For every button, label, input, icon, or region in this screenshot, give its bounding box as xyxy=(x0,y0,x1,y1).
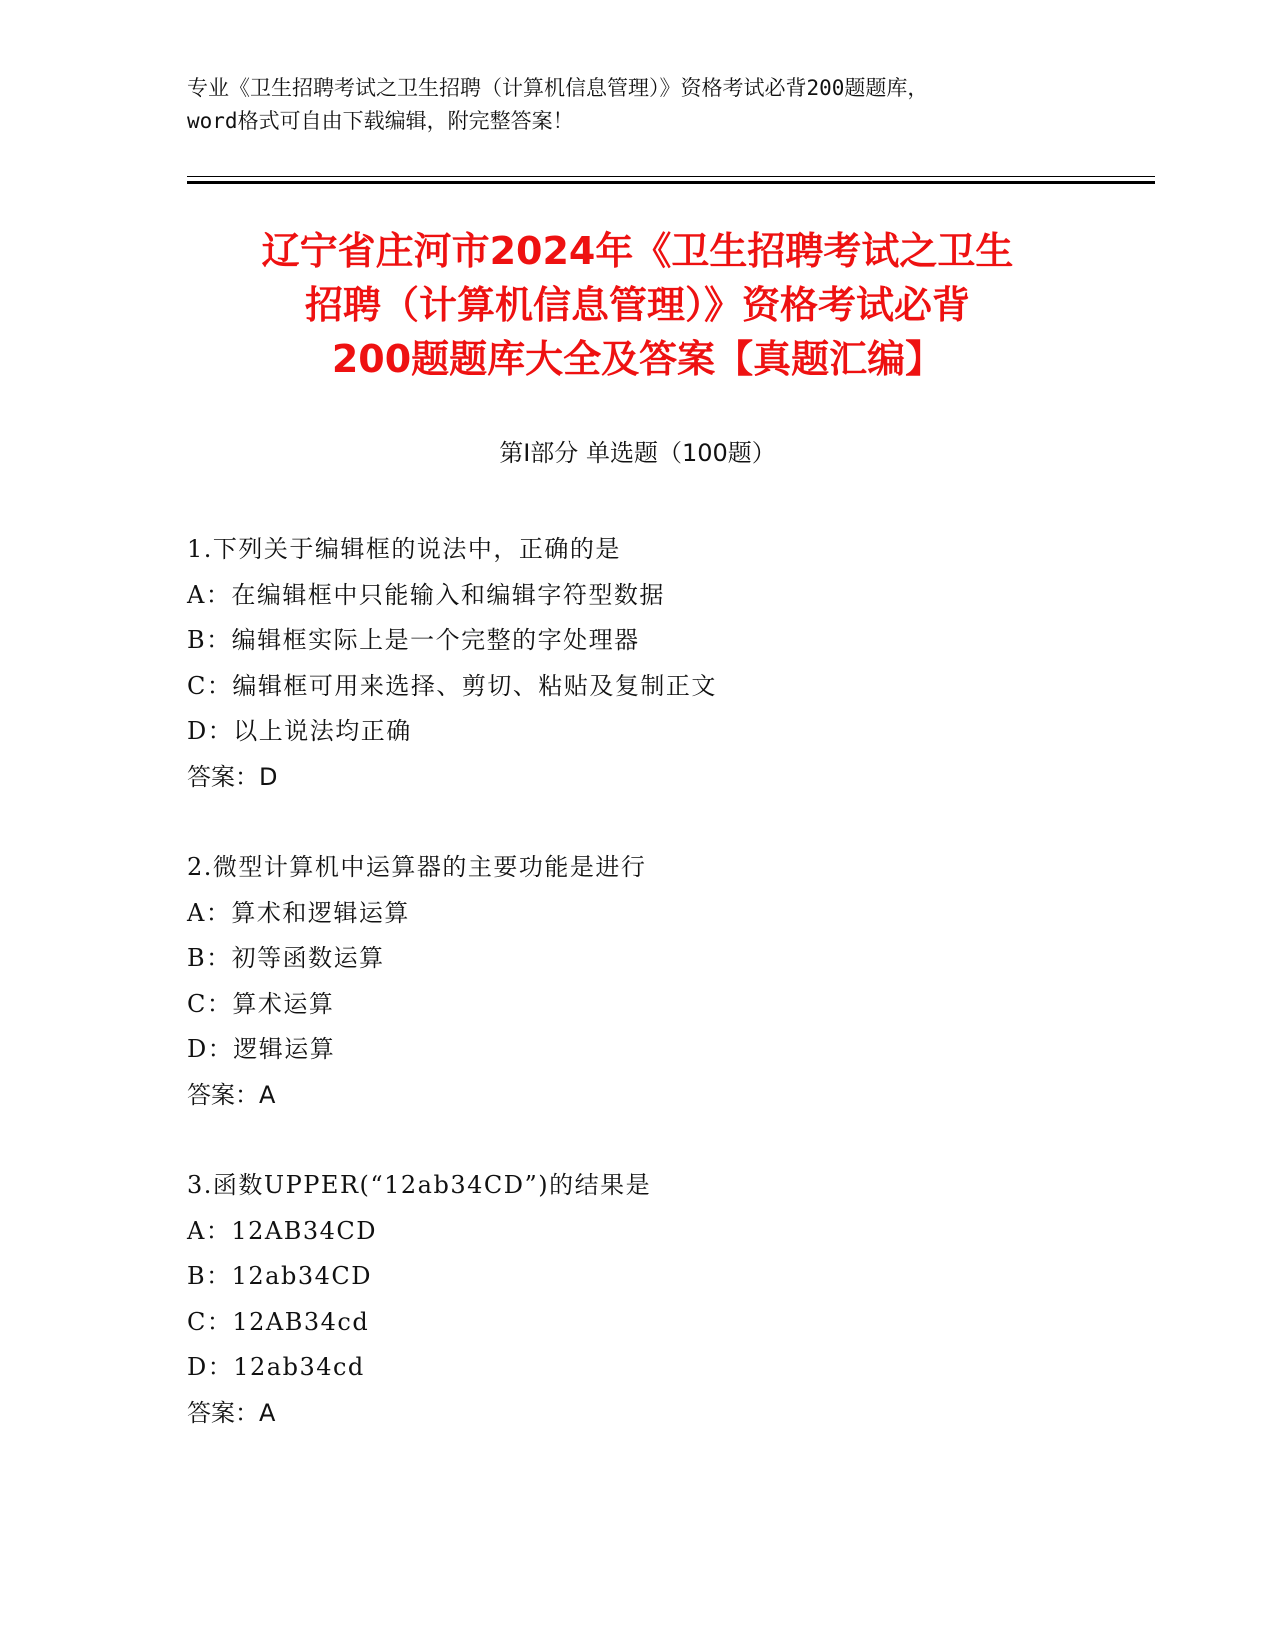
answer-line: 答案：D xyxy=(187,762,278,791)
header-note-line-2: word格式可自由下载编辑，附完整答案！ xyxy=(187,109,574,133)
question-1 xyxy=(187,527,1127,800)
header-divider-thin xyxy=(187,176,1155,177)
option-c: C：12AB34cd xyxy=(187,1307,370,1336)
document-title-line-1: 辽宁省庄河市2024年《卫生招聘考试之卫生 xyxy=(261,229,1014,273)
option-d: D：12ab34cd xyxy=(187,1353,365,1381)
option-a: A：在编辑框中只能输入和编辑字符型数据 xyxy=(187,580,665,609)
question-stem: 3.函数UPPER(“12ab34CD”)的结果是 xyxy=(187,1171,652,1199)
option-c: C：算术运算 xyxy=(187,989,335,1018)
answer-line: 答案：A xyxy=(187,1398,276,1427)
document-title-line-3: 200题题库大全及答案【真题汇编】 xyxy=(331,337,944,381)
document-title-line-2: 招聘（计算机信息管理）》资格考试必背 xyxy=(304,283,970,327)
question-2 xyxy=(187,845,1127,1118)
option-d: D：逻辑运算 xyxy=(187,1035,336,1063)
section-heading: 第Ⅰ部分 单选题（100题） xyxy=(499,439,776,467)
header-divider-thick xyxy=(187,181,1155,184)
question-3 xyxy=(187,1163,1127,1436)
option-b: B：初等函数运算 xyxy=(187,944,385,972)
header-note-line-1: 专业《卫生招聘考试之卫生招聘（计算机信息管理）》资格考试必背200题题库， xyxy=(187,76,929,100)
question-stem: 1.下列关于编辑框的说法中，正确的是 xyxy=(187,535,621,563)
option-c: C：编辑框可用来选择、剪切、粘贴及复制正文 xyxy=(187,671,717,700)
document-title xyxy=(150,224,1125,386)
option-b: B：编辑框实际上是一个完整的字处理器 xyxy=(187,626,640,654)
option-d: D：以上说法均正确 xyxy=(187,717,412,745)
option-a: A：12AB34CD xyxy=(187,1216,377,1245)
answer-line: 答案：A xyxy=(187,1080,276,1109)
question-stem: 2.微型计算机中运算器的主要功能是进行 xyxy=(187,853,647,881)
header-note xyxy=(187,72,1087,138)
question-list xyxy=(187,527,1127,1481)
option-b: B：12ab34CD xyxy=(187,1262,372,1290)
option-a: A：算术和逻辑运算 xyxy=(187,898,410,927)
